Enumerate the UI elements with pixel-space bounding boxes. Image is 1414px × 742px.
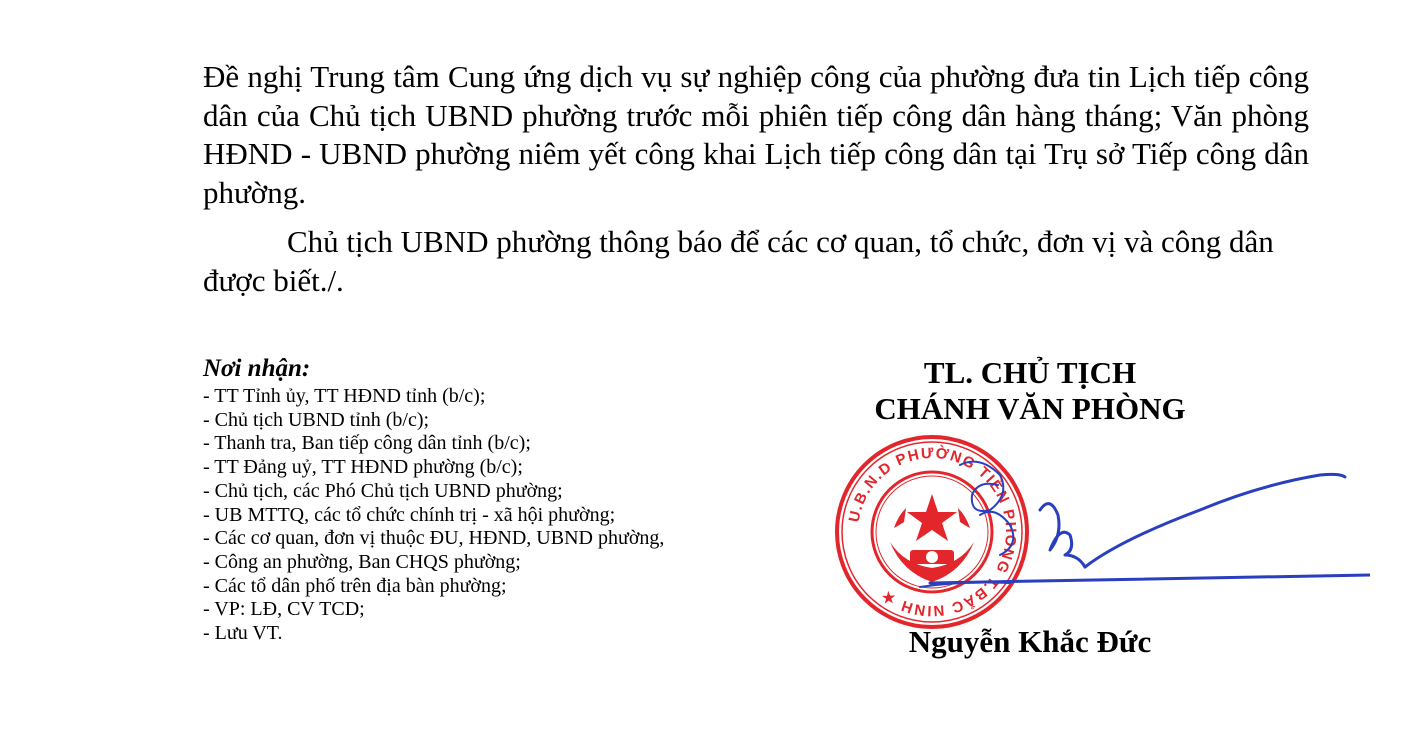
recipients-title: Nơi nhận:: [203, 355, 311, 382]
signer-title: CHÁNH VĂN PHÒNG: [874, 391, 1186, 426]
svg-text:U.B.N.D PHƯỜNG TIỀN PHONG T.BẮ: U.B.N.D PHƯỜNG TIỀN PHONG T.BẮC NINH ★: [845, 444, 1020, 620]
recipient-item: - Các cơ quan, đơn vị thuộc ĐU, HĐND, UBND phường,: [203, 527, 665, 550]
recipient-item: - Chủ tịch UBND tỉnh (b/c);: [203, 408, 430, 431]
recipients-block: [203, 354, 803, 646]
recipient-item: - Các tổ dân phố trên địa bàn phường;: [203, 574, 507, 597]
paragraph-request: Đề nghị Trung tâm Cung ứng dịch vụ sự nghiệp công của phường đưa tin Lịch tiếp công dân của Chủ tịch UBND phường trước mỗi phiên tiếp công dân hàng tháng; Văn phòng HĐND - UBND phường niêm yết công khai Lịch tiếp công dân tại Trụ sở Tiếp công dân phường.: [203, 59, 1309, 210]
recipient-item: - Lưu VT.: [203, 622, 283, 645]
recipient-item: - Công an phường, Ban CHQS phường;: [203, 550, 521, 573]
handwritten-signature: [900, 455, 1370, 605]
recipient-item: - Thanh tra, Ban tiếp công dân tỉnh (b/c);: [203, 432, 531, 455]
recipient-item: - VP: LĐ, CV TCD;: [203, 598, 365, 621]
recipient-item: - TT Đảng uỷ, TT HĐND phường (b/c);: [203, 456, 523, 479]
recipient-item: - Chủ tịch, các Phó Chủ tịch UBND phường;: [203, 479, 563, 502]
signer-block: [830, 355, 1230, 427]
paragraph-announcement: Chủ tịch UBND phường thông báo để các cơ quan, tổ chức, đơn vị và công dân được biết./.: [203, 224, 1274, 298]
body-text: [203, 58, 1309, 300]
signer-name: Nguyễn Khắc Đức: [908, 624, 1152, 659]
recipients-list: [203, 385, 803, 646]
recipient-item: - UB MTTQ, các tổ chức chính trị - xã hội phường;: [203, 503, 616, 526]
recipient-item: - TT Tỉnh ủy, TT HĐND tỉnh (b/c);: [203, 385, 486, 407]
signer-authority: TL. CHỦ TỊCH: [923, 355, 1137, 390]
